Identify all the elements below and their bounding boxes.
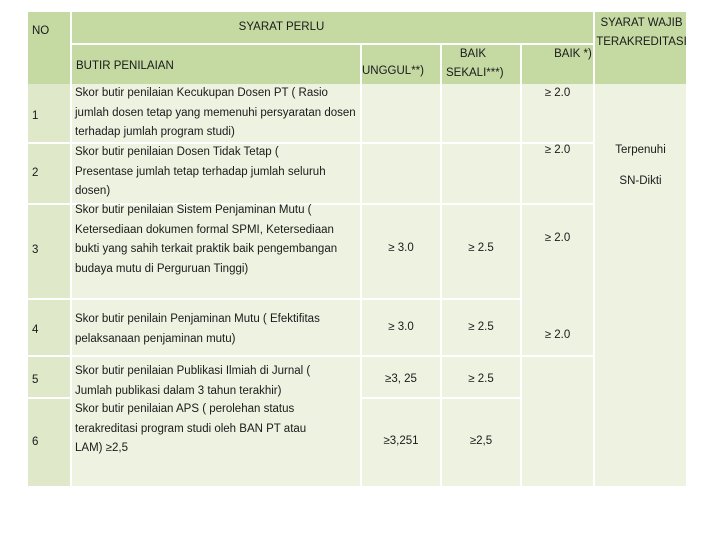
row-baik-value: ≥ 2.0 xyxy=(544,329,571,342)
row-unggul-value: ≥3, 25 xyxy=(385,373,417,386)
header-baik-sekali-cell xyxy=(442,45,520,84)
header-wajib-cell xyxy=(593,12,686,84)
header-unggul: UNGGUL**) xyxy=(362,65,424,77)
baik-sekali-column-bg xyxy=(442,84,520,486)
header-wajib-line2: TERAKREDITASI xyxy=(596,36,687,48)
header-wajib-line1: SYARAT WAJIB xyxy=(600,17,683,29)
row-unggul-value: ≥ 3.0 xyxy=(388,242,414,255)
row-unggul-value: ≥3,251 xyxy=(383,435,419,448)
header-unggul-cell xyxy=(362,45,440,84)
row-baik-value: ≥ 2.0 xyxy=(544,144,571,157)
row-criterion-text: Skor butir penilain Penjaminan Mutu ( Efektifitas pelaksanaan penjaminan mutu) xyxy=(75,313,320,345)
header-butir-cell xyxy=(72,45,360,84)
header-baik-sekali-line2: SEKALI***) xyxy=(446,67,504,79)
row-baik-value: ≥ 2.0 xyxy=(544,232,571,245)
header-no: NO xyxy=(32,25,50,37)
row-no: 3 xyxy=(32,244,39,256)
row-criterion-text: Skor butir penilaian Dosen Tidak Tetap ( Presentase jumlah tetap terhadap jumlah seluruh dosen) xyxy=(75,146,326,197)
row-unggul-value: ≥ 3.0 xyxy=(388,321,414,334)
row-baik-sekali-value: ≥ 2.5 xyxy=(468,373,494,386)
row-no: 6 xyxy=(32,436,39,448)
header-no-cell xyxy=(28,12,70,84)
row-divider xyxy=(28,397,72,399)
row-criterion-text: Skor butir penilaian Sistem Penjaminan Mutu ( Ketersediaan dokumen formal SPMI, Ketersediaan bukti yang sahih terkait praktik baik pengembangan budaya mutu di Perguruan Tinggi) xyxy=(75,204,338,275)
row-no: 1 xyxy=(32,110,39,122)
row-divider xyxy=(28,298,522,300)
unggul-column-bg xyxy=(362,84,440,486)
row-no: 2 xyxy=(32,167,39,179)
row-divider xyxy=(28,355,595,357)
header-syarat-perlu-cell xyxy=(72,12,627,43)
requirements-table xyxy=(28,12,686,486)
row-divider xyxy=(362,397,522,399)
row-baik-value: ≥ 2.0 xyxy=(544,87,571,100)
row-baik-sekali-value: ≥ 2.5 xyxy=(468,321,494,334)
header-butir-penilaian: BUTIR PENILAIAN xyxy=(76,60,174,72)
row-criterion-text: Skor butir penilaian APS ( perolehan status terakreditasi program studi oleh BAN PT atau LAM) ≥2,5 xyxy=(75,403,307,454)
row-criterion-text: Skor butir penilaian Kecukupan Dosen PT ( Rasio jumlah dosen tetap yang memenuhi persyaratan dosen terhadap jumlah program studi) xyxy=(75,87,356,138)
wajib-sn-dikti: SN-Dikti xyxy=(619,175,662,187)
row-criterion-text: Skor butir penilaian Publikasi Ilmiah di Jurnal ( Jumlah publikasi dalam 3 tahun terakhir) xyxy=(75,365,311,397)
header-syarat-perlu: SYARAT PERLU xyxy=(238,20,325,33)
row-baik-sekali-value: ≥ 2.5 xyxy=(468,242,494,255)
row-no: 4 xyxy=(32,324,39,336)
header-baik: BAIK *) xyxy=(554,48,592,60)
no-column-bg xyxy=(28,84,70,486)
wajib-terpenuhi: Terpenuhi xyxy=(615,144,666,156)
row-no: 5 xyxy=(32,374,39,386)
row-baik-sekali-value: ≥2,5 xyxy=(469,435,493,448)
header-baik-sekali-line1: BAIK xyxy=(459,48,487,60)
